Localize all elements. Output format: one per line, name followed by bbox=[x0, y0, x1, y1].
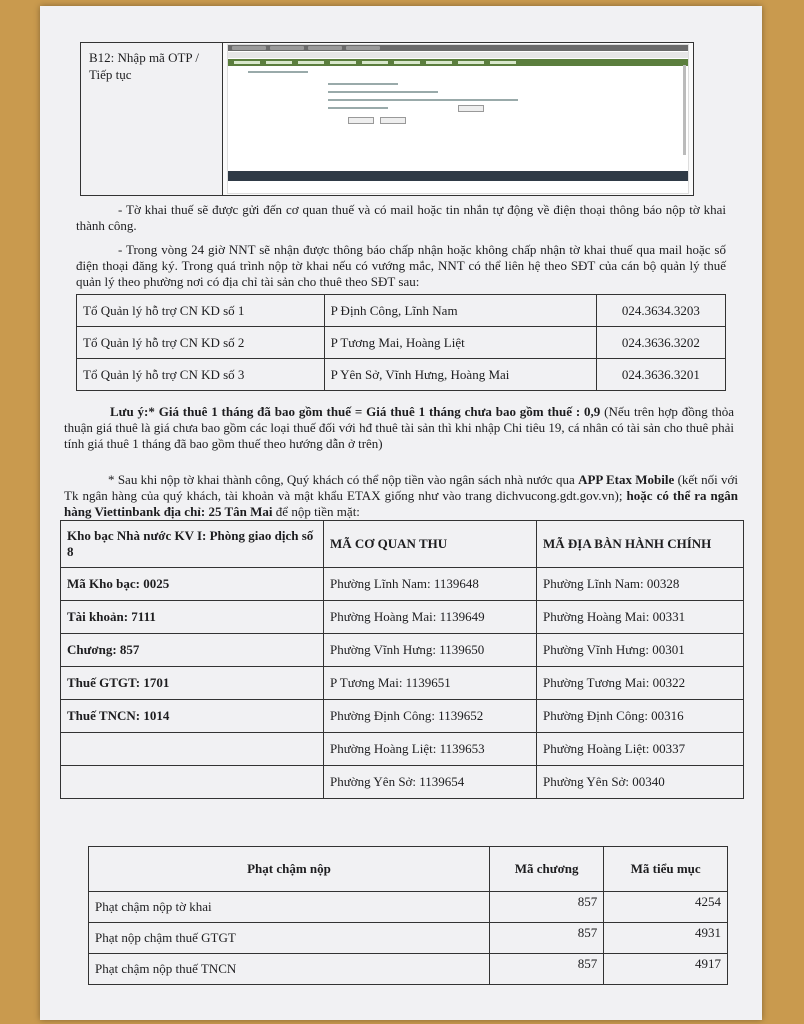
address-bar bbox=[228, 52, 688, 58]
treasury-cell: Phường Yên Sở: 00340 bbox=[537, 766, 744, 799]
contact-phone: 024.3636.3202 bbox=[596, 327, 725, 359]
browser-tabs bbox=[228, 45, 688, 51]
treasury-cell: Phường Tương Mai: 00322 bbox=[537, 667, 744, 700]
penalty-cell: 4254 bbox=[604, 892, 728, 923]
treasury-header-row bbox=[61, 521, 744, 568]
penalty-table bbox=[88, 846, 728, 985]
treasury-cell: Phường Vĩnh Hưng: 1139650 bbox=[324, 634, 537, 667]
treasury-cell: Phường Lĩnh Nam: 00328 bbox=[537, 568, 744, 601]
note-formula: Giá thuê 1 tháng đã bao gồm thuế = Giá thuê 1 tháng chưa bao gồm thuế : 0,9 bbox=[158, 404, 601, 419]
treasury-cell: Phường Lĩnh Nam: 1139648 bbox=[324, 568, 537, 601]
treasury-cell: Phường Vĩnh Hưng: 00301 bbox=[537, 634, 744, 667]
penalty-cell: 857 bbox=[490, 923, 604, 954]
step-table bbox=[80, 42, 694, 196]
table-row bbox=[61, 733, 744, 766]
contact-row bbox=[77, 359, 726, 391]
step-label: B12: Nhập mã OTP / Tiếp tục bbox=[81, 43, 223, 196]
table-row bbox=[61, 601, 744, 634]
table-row bbox=[61, 667, 744, 700]
treasury-cell: Phường Hoàng Mai: 1139649 bbox=[324, 601, 537, 634]
contact-table bbox=[76, 294, 726, 391]
treasury-cell: Thuế TNCN: 1014 bbox=[61, 700, 324, 733]
treasury-cell: P Tương Mai: 1139651 bbox=[324, 667, 537, 700]
table-row bbox=[61, 634, 744, 667]
treasury-cell: Phường Yên Sở: 1139654 bbox=[324, 766, 537, 799]
screenshot-cell bbox=[223, 43, 694, 196]
contact-phone: 024.3634.3203 bbox=[596, 295, 725, 327]
embedded-screenshot bbox=[227, 44, 689, 194]
note-rest: (Nếu trên hợp đồng thỏa thuận giá thuê là giá chưa bao gồm các loại thuế đối với hđ thuê tài sản thì khi nhập Chi tiêu 19, cá nhân có tài sản cho thuê phải tính giá thuê 1 tháng đã bao gồm thuế theo hướng dẫn ở trên) bbox=[64, 404, 734, 451]
payment-paragraph bbox=[64, 472, 738, 520]
treasury-header: Kho bạc Nhà nước KV I: Phòng giao dịch số 8 bbox=[61, 521, 324, 568]
penalty-cell: Phạt nộp chậm thuế GTGT bbox=[89, 923, 490, 954]
treasury-header: MÃ CƠ QUAN THU bbox=[324, 521, 537, 568]
penalty-cell: Phạt chậm nộp thuế TNCN bbox=[89, 954, 490, 985]
contact-area: P Tương Mai, Hoàng Liệt bbox=[324, 327, 596, 359]
penalty-cell: 4917 bbox=[604, 954, 728, 985]
treasury-cell: Chương: 857 bbox=[61, 634, 324, 667]
contact-team: Tổ Quản lý hỗ trợ CN KD số 1 bbox=[77, 295, 325, 327]
treasury-cell: Mã Kho bạc: 0025 bbox=[61, 568, 324, 601]
penalty-header: Mã tiểu mục bbox=[604, 847, 728, 892]
treasury-header: MÃ ĐỊA BÀN HÀNH CHÍNH bbox=[537, 521, 744, 568]
site-nav bbox=[228, 59, 688, 66]
treasury-cell: Phường Hoàng Liệt: 1139653 bbox=[324, 733, 537, 766]
treasury-cell: Phường Hoàng Liệt: 00337 bbox=[537, 733, 744, 766]
table-row bbox=[61, 766, 744, 799]
treasury-cell: Phường Định Công: 00316 bbox=[537, 700, 744, 733]
contact-row bbox=[77, 327, 726, 359]
intro-paragraph-1: - Tờ khai thuế sẽ được gửi đến cơ quan thuế và có mail hoặc tin nhắn tự động về điện thoại thông báo nộp tờ khai thành công. bbox=[76, 202, 726, 233]
table-row bbox=[89, 923, 728, 954]
penalty-header: Phạt chậm nộp bbox=[89, 847, 490, 892]
contact-row bbox=[77, 295, 726, 327]
table-row bbox=[89, 892, 728, 923]
intro-paragraph-2: - Trong vòng 24 giờ NNT sẽ nhận được thông báo chấp nhận hoặc không chấp nhận tờ khai thuế qua mail hoặc số điện thoại đăng ký. Trong quá trình nộp tờ khai nếu có vướng mắc, NNT có thể liên hệ theo SĐT của cán bộ quản lý thuế quản lý theo phường nơi có địa chỉ tài sản cho thuê theo SĐT sau: bbox=[76, 242, 726, 289]
payment-text-1: * Sau khi nộp tờ khai thành công, Quý khách có thể nộp tiền vào ngân sách nhà nước qua bbox=[108, 472, 575, 487]
payment-app: APP Etax Mobile bbox=[578, 472, 675, 487]
table-row bbox=[61, 700, 744, 733]
penalty-cell: 857 bbox=[490, 892, 604, 923]
payment-text-3: hoặc có thể ra ngân hàng Viettinbank bbox=[64, 488, 739, 519]
document-page bbox=[40, 6, 762, 1020]
contact-team: Tổ Quản lý hỗ trợ CN KD số 3 bbox=[77, 359, 325, 391]
treasury-cell bbox=[61, 766, 324, 799]
taskbar bbox=[228, 171, 688, 181]
penalty-header-row bbox=[89, 847, 728, 892]
penalty-cell: 4931 bbox=[604, 923, 728, 954]
treasury-cell: Phường Hoàng Mai: 00331 bbox=[537, 601, 744, 634]
contact-team: Tổ Quản lý hỗ trợ CN KD số 2 bbox=[77, 327, 325, 359]
table-row bbox=[61, 568, 744, 601]
penalty-cell: Phạt chậm nộp tờ khai bbox=[89, 892, 490, 923]
contact-area: P Định Công, Lĩnh Nam bbox=[324, 295, 596, 327]
note-lead: Lưu ý:* bbox=[110, 404, 155, 419]
treasury-table bbox=[60, 520, 744, 799]
contact-phone: 024.3636.3201 bbox=[596, 359, 725, 391]
table-row bbox=[89, 954, 728, 985]
treasury-cell: Tài khoản: 7111 bbox=[61, 601, 324, 634]
treasury-cell: Phường Định Công: 1139652 bbox=[324, 700, 537, 733]
note-paragraph bbox=[64, 404, 734, 452]
contact-area: P Yên Sở, Vĩnh Hưng, Hoàng Mai bbox=[324, 359, 596, 391]
penalty-cell: 857 bbox=[490, 954, 604, 985]
treasury-cell: Thuế GTGT: 1701 bbox=[61, 667, 324, 700]
treasury-cell bbox=[61, 733, 324, 766]
payment-text-2: (kết nối với Tk ngân hàng của quý khách, tài khoản và mật khẩu ETAX giống như vào trang dichvucong.gdt.gov.vn); bbox=[64, 472, 738, 503]
penalty-header: Mã chương bbox=[490, 847, 604, 892]
payment-text-4: để nộp tiền mặt: bbox=[275, 504, 360, 519]
payment-address: địa chỉ: 25 Tân Mai bbox=[163, 504, 273, 519]
